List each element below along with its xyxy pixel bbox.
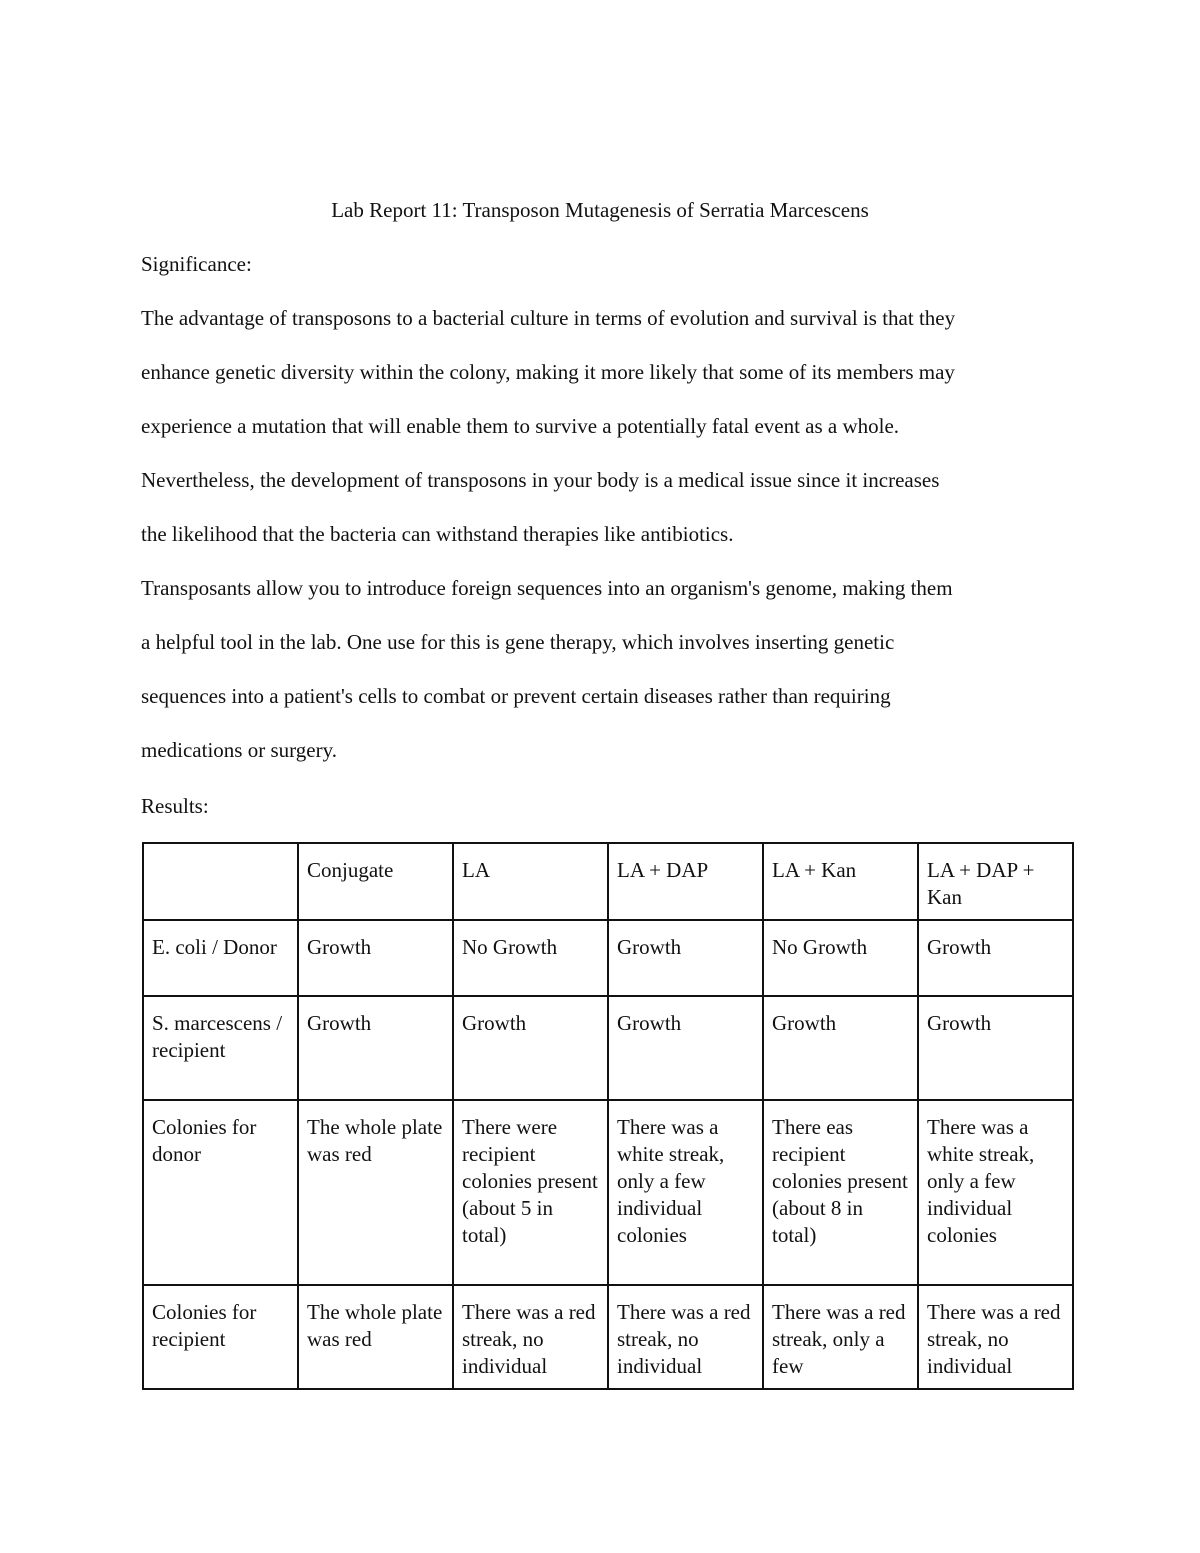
table-cell: There eas recipient colonies present (about 8 in total) (763, 1100, 918, 1285)
paragraph-line: medications or surgery. (141, 738, 337, 762)
table-row (143, 996, 1073, 1100)
table-header-cell: Conjugate (298, 843, 453, 920)
paragraph-line: Nevertheless, the development of transposons in your body is a medical issue since it increases (141, 468, 940, 492)
table-cell: The whole plate was red (298, 1100, 453, 1285)
table-header-cell: LA + DAP (608, 843, 763, 920)
table-cell: There was a red streak, no individual (453, 1285, 608, 1389)
paragraph-line: experience a mutation that will enable them to survive a potentially fatal event as a whole. (141, 414, 900, 438)
paragraph-line: Transposants allow you to introduce foreign sequences into an organism's genome, making them (141, 576, 953, 600)
table-cell: Growth (298, 996, 453, 1100)
table-cell: Growth (918, 920, 1073, 996)
table-header-row (143, 843, 1073, 920)
table-row (143, 1285, 1073, 1389)
table-header-cell: LA + DAP + Kan (918, 843, 1073, 920)
paragraph-line: enhance genetic diversity within the colony, making it more likely that some of its members may (141, 360, 955, 384)
table-cell: There was a red streak, no individual (918, 1285, 1073, 1389)
document-title: Lab Report 11: Transposon Mutagenesis of Serratia Marcescens (331, 198, 869, 222)
table-cell: There were recipient colonies present (about 5 in total) (453, 1100, 608, 1285)
significance-paragraph (141, 291, 1071, 777)
table-row (143, 1100, 1073, 1285)
table-cell: Growth (608, 920, 763, 996)
table-cell (143, 843, 298, 920)
table-cell: Growth (608, 996, 763, 1100)
table-cell: No Growth (453, 920, 608, 996)
results-heading: Results: (141, 794, 209, 818)
table-row (143, 920, 1073, 996)
table-cell: Growth (453, 996, 608, 1100)
row-label-cell: E. coli / Donor (143, 920, 298, 996)
table-header-cell: LA (453, 843, 608, 920)
significance-heading: Significance: (141, 252, 252, 276)
table-cell: There was a red streak, no individual (608, 1285, 763, 1389)
paragraph-line: the likelihood that the bacteria can withstand therapies like antibiotics. (141, 522, 734, 546)
paragraph-line: The advantage of transposons to a bacterial culture in terms of evolution and survival is that they (141, 306, 956, 330)
table-header-cell: LA + Kan (763, 843, 918, 920)
table-cell: Growth (918, 996, 1073, 1100)
table-cell: The whole plate was red (298, 1285, 453, 1389)
paragraph-line: a helpful tool in the lab. One use for this is gene therapy, which involves inserting genetic (141, 630, 895, 654)
row-label-cell: Colonies for donor (143, 1100, 298, 1285)
table-cell: Growth (298, 920, 453, 996)
row-label-cell: S. marcescens / recipient (143, 996, 298, 1100)
table-cell: Growth (763, 996, 918, 1100)
table-cell: There was a white streak, only a few individual colonies (608, 1100, 763, 1285)
table-cell: There was a white streak, only a few individual colonies (918, 1100, 1073, 1285)
row-label-cell: Colonies for recipient (143, 1285, 298, 1389)
paragraph-line: sequences into a patient's cells to combat or prevent certain diseases rather than requiring (141, 684, 891, 708)
table-cell: There was a red streak, only a few (763, 1285, 918, 1389)
table-cell: No Growth (763, 920, 918, 996)
results-table (142, 842, 1074, 1390)
